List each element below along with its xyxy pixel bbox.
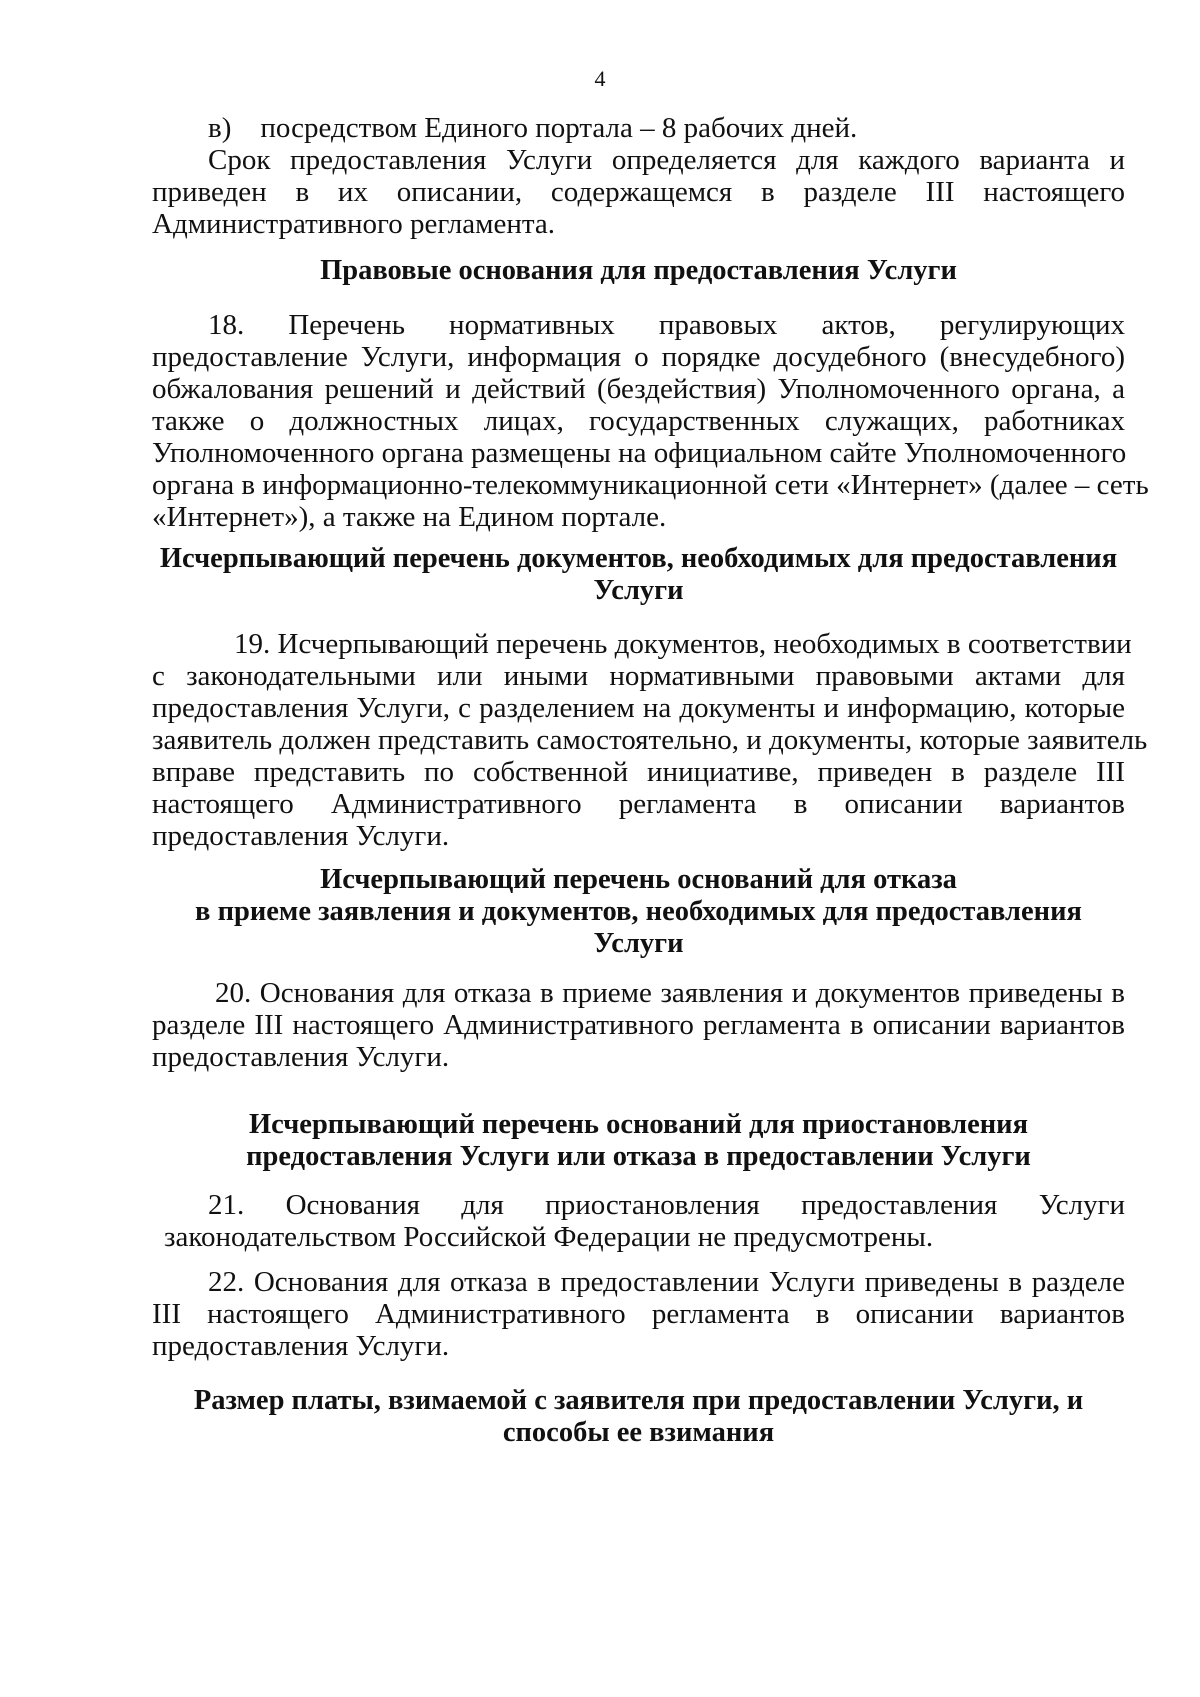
section-heading: Исчерпывающий перечень документов, необходимых для предоставления [159,543,1118,574]
section-heading: Правовые основания для предоставления Услуги [320,255,957,286]
paragraph-line: Уполномоченного органа размещены на официальном сайте Уполномоченного [152,437,1127,469]
paragraph-line: заявитель должен представить самостоятельно, и документы, которые заявитель [152,724,1148,756]
paragraph-line: 22. Основания для отказа в предоставлении Услуги приведены в разделе [208,1266,1125,1298]
section-heading: предоставления Услуги или отказа в предоставлении Услуги [246,1141,1031,1172]
intro-line: Административного регламента. [152,208,555,240]
paragraph-line: III настоящего Административного регламента в описании вариантов [152,1298,1125,1330]
paragraph-line: органа в информационно-телекоммуникационной сети «Интернет» (далее – сеть [152,469,1149,501]
paragraph-20 [152,977,1125,1073]
intro-line: приведен в их описании, содержащемся в разделе III настоящего [152,176,1125,208]
section-heading: Размер платы, взимаемой с заявителя при предоставлении Услуги, и [193,1385,1084,1416]
paragraph-21 [152,1189,1125,1253]
paragraph-line: 18. Перечень нормативных правовых актов, регулирующих [208,309,1125,341]
section-heading: Услуги [593,928,684,959]
paragraph-line: предоставления Услуги, с разделением на документы и информацию, которые [152,692,1125,724]
section-legal-heading-block [152,255,1125,287]
section-heading: Исчерпывающий перечень оснований для отказа [320,864,957,895]
intro-line: Срок предоставления Услуги определяется для каждого варианта и [208,144,1125,176]
paragraph-line: 19. Исчерпывающий перечень документов, необходимых в соответствии [234,628,1132,660]
paragraph-line: обжалования решений и действий (бездействия) Уполномоченного органа, а [152,373,1125,405]
paragraph-line: «Интернет»), а также на Едином портале. [152,501,667,533]
paragraph-18 [152,309,1149,533]
section-refusal-heading-block [152,864,1125,960]
paragraph-22 [152,1266,1125,1362]
paragraph-line: 20. Основания для отказа в приеме заявления и документов приведены в [215,977,1125,1009]
section-heading: Услуги [593,575,684,606]
section-heading: Исчерпывающий перечень оснований для приостановления [248,1109,1029,1140]
section-suspension-heading-block [152,1109,1125,1173]
paragraph-line: разделе III настоящего Административного регламента в описании вариантов [152,1009,1125,1041]
paragraph-line: вправе представить по собственной инициативе, приведен в разделе III [152,756,1125,788]
paragraph-line: предоставления Услуги. [152,820,450,852]
paragraph-line: законодательством Российской Федерации не предусмотрены. [164,1221,934,1253]
paragraph-19 [152,628,1148,852]
intro-block [152,112,1125,240]
page-number: 4 [594,66,606,91]
paragraph-line: 21. Основания для приостановления предоставления Услуги [208,1189,1125,1221]
paragraph-line: предоставление Услуги, информация о порядке досудебного (внесудебного) [152,341,1125,373]
paragraph-line: с законодательными или иными нормативными правовыми актами для [152,660,1125,692]
paragraph-line: предоставления Услуги. [152,1041,450,1073]
section-documents-heading-block [152,543,1125,607]
paragraph-line: настоящего Административного регламента в описании вариантов [152,788,1125,820]
section-heading: в приеме заявления и документов, необходимых для предоставления [195,896,1082,927]
section-fee-heading-block [152,1385,1125,1449]
section-heading: способы ее взимания [502,1417,775,1448]
paragraph-line: также о должностных лицах, государственных служащих, работниках [152,405,1125,437]
paragraph-line: предоставления Услуги. [152,1330,450,1362]
intro-line: в) посредством Единого портала – 8 рабочих дней. [208,112,858,144]
